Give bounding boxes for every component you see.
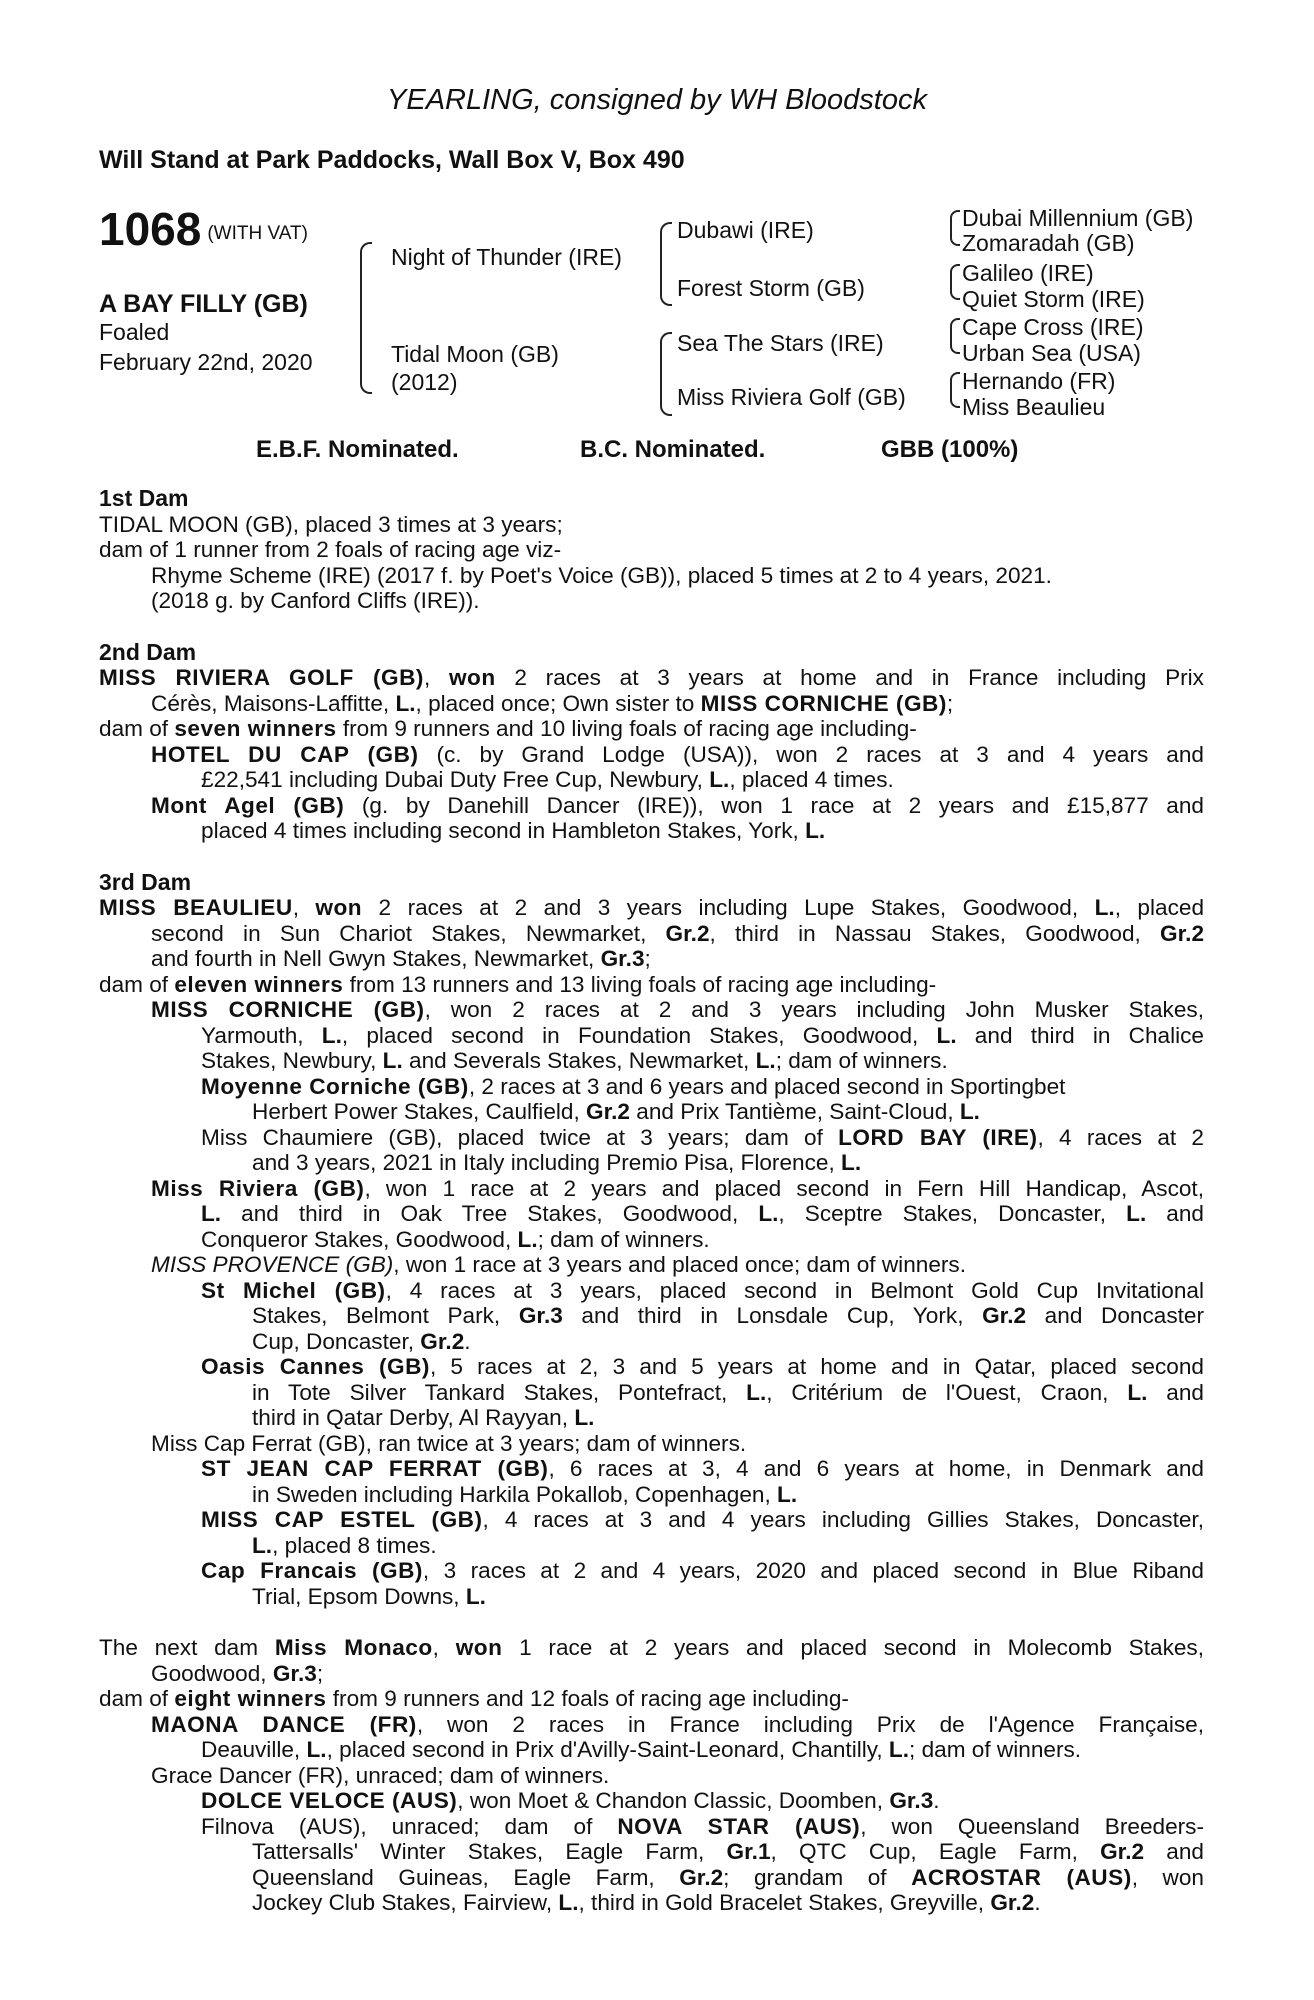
sire-sire: Dubawi (IRE) — [677, 217, 814, 243]
gen3-sss: Dubai Millennium (GB) — [962, 205, 1194, 231]
next-dam-line: Filnova (AUS), unraced; dam of NOVA STAR (AUS), won Queensland Breeders- — [201, 1813, 1204, 1839]
third-dam-line: Yarmouth, L., placed second in Foundation Stakes, Goodwood, L. and third in Chalice — [201, 1022, 1204, 1048]
third-dam-line: and fourth in Nell Gwyn Stakes, Newmarket, Gr.3; — [151, 946, 651, 971]
catalogue-body — [99, 486, 1204, 1916]
next-dam-line: Goodwood, Gr.3; — [151, 1660, 324, 1686]
brace-ss — [950, 210, 960, 246]
gen3-dss: Cape Cross (IRE) — [962, 314, 1144, 340]
second-dam-line: HOTEL DU CAP (GB) (c. by Grand Lodge (USA)), won 2 races at 3 and 4 years and — [151, 741, 1204, 767]
first-dam-line: Rhyme Scheme (IRE) (2017 f. by Poet's Voice (GB)), placed 5 times at 2 to 4 years, 2021. — [151, 562, 1052, 588]
third-dam-line: and 3 years, 2021 in Italy including Premio Pisa, Florence, L. — [252, 1150, 862, 1175]
next-dam-line: Grace Dancer (FR), unraced; dam of winners. — [151, 1762, 610, 1788]
next-dam-line: MAONA DANCE (FR), won 2 races in France including Prix de l'Agence Française, — [151, 1711, 1204, 1737]
lot-name: A BAY FILLY (GB) — [99, 290, 308, 318]
gbb-rating: GBB (100%) — [881, 436, 1019, 463]
next-dam-line: Deauville, L., placed second in Prix d'Avilly-Saint-Leonard, Chantilly, L.; dam of winners. — [201, 1737, 1082, 1762]
third-dam-line: MISS PROVENCE (GB), won 1 race at 3 years and placed once; dam of winners. — [151, 1252, 966, 1277]
gen3-sdd: Quiet Storm (IRE) — [962, 286, 1145, 312]
third-dam-line: Miss Cap Ferrat (GB), ran twice at 3 years; dam of winners. — [151, 1430, 747, 1456]
next-dam-line: Queensland Guineas, Eagle Farm, Gr.2; grandam of ACROSTAR (AUS), won — [252, 1864, 1204, 1890]
brace-sd — [950, 264, 960, 300]
next-dam-line: DOLCE VELOCE (AUS), won Moet & Chandon Classic, Doomben, Gr.3. — [201, 1788, 940, 1813]
third-dam-line: Trial, Epsom Downs, L. — [252, 1583, 486, 1609]
third-dam-line: dam of eleven winners from 13 runners and 13 living foals of racing age including- — [99, 971, 937, 997]
second-dam-line: dam of seven winners from 9 runners and 10 living foals of racing age including- — [99, 716, 917, 741]
third-dam-line: MISS CAP ESTEL (GB), 4 races at 3 and 4 years including Gillies Stakes, Doncaster, — [201, 1507, 1204, 1532]
gen3-sds: Galileo (IRE) — [962, 260, 1094, 286]
sire-name: Night of Thunder (IRE) — [391, 244, 622, 270]
third-dam-line: Cup, Doncaster, Gr.2. — [252, 1328, 471, 1354]
gen3-ddd: Miss Beaulieu — [962, 394, 1106, 420]
third-dam-line: in Sweden including Harkila Pokallob, Copenhagen, L. — [252, 1481, 798, 1507]
second-dam-line: MISS RIVIERA GOLF (GB), won 2 races at 3 years at home and in France including Prix — [99, 665, 1204, 690]
third-dam-heading: 3rd Dam — [99, 868, 192, 895]
second-dam-heading: 2nd Dam — [99, 638, 197, 665]
brace-ds — [950, 318, 960, 354]
second-dam-line: £22,541 including Dubai Duty Free Cup, Newbury, L., placed 4 times. — [201, 767, 894, 792]
page-title: YEARLING, consigned by WH Bloodstock — [387, 84, 927, 116]
lot-number-value: 1068 — [99, 203, 202, 255]
gen3-dds: Hernando (FR) — [962, 368, 1116, 394]
first-dam-line: (2018 g. by Canford Cliffs (IRE)). — [151, 588, 480, 613]
foaled-info — [99, 317, 313, 377]
next-dam-line: Jockey Club Stakes, Fairview, L., third in Gold Bracelet Stakes, Greyville, Gr.2. — [252, 1890, 1041, 1915]
third-dam-line: in Tote Silver Tankard Stakes, Pontefract, L., Critérium de l'Ouest, Craon, L. and — [252, 1379, 1204, 1405]
third-dam-line: Stakes, Belmont Park, Gr.3 and third in Lonsdale Cup, York, Gr.2 and Doncaster — [252, 1303, 1204, 1328]
third-dam-line: ST JEAN CAP FERRAT (GB), 6 races at 3, 4 and 6 years at home, in Denmark and — [201, 1456, 1204, 1481]
third-dam-line: third in Qatar Derby, Al Rayyan, L. — [252, 1405, 595, 1430]
stand-location: Will Stand at Park Paddocks, Wall Box V, Box 490 — [99, 146, 685, 174]
second-dam-line: placed 4 times including second in Hambleton Stakes, York, L. — [201, 818, 826, 843]
third-dam-line: St Michel (GB), 4 races at 3 years, placed second in Belmont Gold Cup Invitational — [201, 1277, 1204, 1303]
third-dam-line: second in Sun Chariot Stakes, Newmarket, Gr.2, third in Nassau Stakes, Goodwood, Gr.2 — [151, 920, 1205, 946]
next-dam-line: dam of eight winners from 9 runners and 12 foals of racing age including- — [99, 1686, 849, 1711]
third-dam-line: Conqueror Stakes, Goodwood, L.; dam of winners. — [201, 1226, 710, 1252]
lot-number — [99, 203, 308, 255]
third-dam-line: Moyenne Corniche (GB), 2 races at 3 and 6 years and placed second in Sportingbet — [201, 1073, 1066, 1099]
dam-dam: Miss Riviera Golf (GB) — [677, 384, 906, 410]
dam-name: Tidal Moon (GB) — [391, 341, 559, 367]
next-dam-line: Tattersalls' Winter Stakes, Eagle Farm, Gr.1, QTC Cup, Eagle Farm, Gr.2 and — [252, 1839, 1204, 1864]
foaled-date: February 22nd, 2020 — [99, 349, 313, 375]
third-dam-line: Miss Chaumiere (GB), placed twice at 3 years; dam of LORD BAY (IRE), 4 races at 2 — [201, 1124, 1204, 1150]
vat-note: (WITH VAT) — [207, 223, 308, 244]
dam-year: (2012) — [391, 369, 458, 395]
gen3-ssd: Zomaradah (GB) — [962, 230, 1135, 256]
first-dam-line: dam of 1 runner from 2 foals of racing age viz- — [99, 537, 562, 562]
third-dam-line: Oasis Cannes (GB), 5 races at 2, 3 and 5 years at home and in Qatar, placed second — [201, 1354, 1204, 1379]
brace-dam — [660, 332, 672, 416]
third-dam-line: Cap Francais (GB), 3 races at 2 and 4 years, 2020 and placed second in Blue Riband — [201, 1558, 1204, 1583]
third-dam-line: Stakes, Newbury, L. and Severals Stakes, Newmarket, L.; dam of winners. — [201, 1048, 948, 1073]
first-dam-line: TIDAL MOON (GB), placed 3 times at 3 years; — [99, 511, 563, 537]
gen3-dsd: Urban Sea (USA) — [962, 340, 1141, 366]
second-dam-line: Cérès, Maisons-Laffitte, L., placed once; Own sister to MISS CORNICHE (GB); — [151, 690, 954, 716]
bc-nomination: B.C. Nominated. — [580, 436, 766, 463]
third-dam-line: Herbert Power Stakes, Caulfield, Gr.2 and Prix Tantième, Saint-Cloud, L. — [252, 1099, 980, 1124]
sire-dam: Forest Storm (GB) — [677, 275, 865, 301]
foaled-label: Foaled — [99, 319, 170, 345]
brace-gen1 — [360, 242, 372, 394]
first-dam-heading: 1st Dam — [99, 485, 189, 511]
next-dam-line: The next dam Miss Monaco, won 1 race at 2 years and placed second in Molecomb Stakes, — [99, 1635, 1204, 1660]
third-dam-line: MISS CORNICHE (GB), won 2 races at 2 and 3 years including John Musker Stakes, — [151, 997, 1204, 1022]
ebf-nomination: E.B.F. Nominated. — [256, 436, 459, 463]
third-dam-line: L., placed 8 times. — [252, 1532, 437, 1558]
brace-dd — [950, 372, 960, 408]
brace-sire — [660, 222, 672, 306]
third-dam-line: Miss Riviera (GB), won 1 race at 2 years and placed second in Fern Hill Handicap, Ascot, — [151, 1175, 1204, 1201]
third-dam-line: L. and third in Oak Tree Stakes, Goodwood, L., Sceptre Stakes, Doncaster, L. and — [201, 1201, 1204, 1226]
dam-sire: Sea The Stars (IRE) — [677, 330, 884, 356]
second-dam-line: Mont Agel (GB) (g. by Danehill Dancer (IRE)), won 1 race at 2 years and £15,877 and — [151, 792, 1204, 818]
third-dam-line: MISS BEAULIEU, won 2 races at 2 and 3 years including Lupe Stakes, Goodwood, L., placed — [99, 895, 1205, 920]
